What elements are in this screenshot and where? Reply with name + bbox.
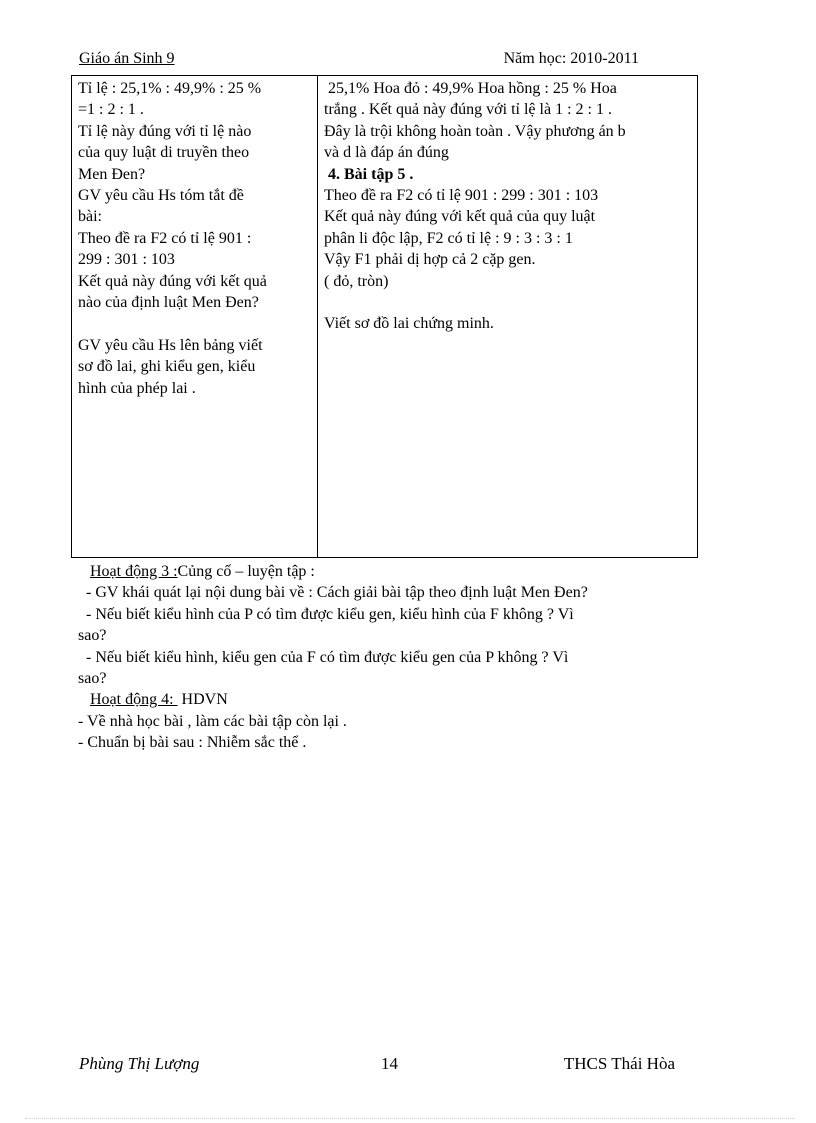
left-line: Kết quả này đúng với kết quả [78, 272, 267, 290]
activity3-heading [78, 561, 718, 582]
teacher-activity-cell [72, 76, 318, 558]
page-header [79, 50, 639, 70]
right-line [324, 292, 691, 313]
page-number: 14 [381, 1054, 398, 1073]
left-line: sơ đồ lai, ghi kiểu gen, kiểu [78, 358, 256, 376]
left-line: bài: [78, 208, 102, 226]
left-line: của quy luật di truyền theo [78, 144, 250, 162]
left-line: =1 : 2 : 1 . [78, 101, 144, 119]
activity3-line: - Nếu biết kiểu hình của P có tìm được kiểu gen, kiểu hình của F không ? Vì [78, 605, 574, 623]
activity4-subtitle: HDVN [177, 691, 228, 709]
activity4-line: - Chuẩn bị bài sau : Nhiễm sắc thể . [78, 734, 307, 752]
page-footer [79, 1054, 679, 1076]
exercise-title: 4. Bài tập 5 . [324, 165, 414, 183]
activity3-line: - GV khái quát lại nội dung bài về : Cách giải bài tập theo định luật Men Đen? [78, 584, 588, 602]
activity4-heading [78, 689, 718, 710]
right-line: 25,1% Hoa đỏ : 49,9% Hoa hồng : 25 % Hoa [324, 80, 617, 97]
footer-school: THCS Thái Hòa [563, 1054, 675, 1073]
left-line: hình của phép lai . [78, 379, 196, 397]
right-line: Viết sơ đồ lai chứng minh. [324, 315, 494, 333]
page-edge-divider [25, 1118, 795, 1119]
activity3-line: - Nếu biết kiểu hình, kiểu gen của F có tìm được kiểu gen của P không ? Vì [78, 648, 569, 666]
right-line: Kết quả này đúng với kết quả của quy luật [324, 208, 596, 226]
left-line [78, 313, 311, 334]
activity4-title: Hoạt động 4: [90, 691, 178, 709]
left-line: Theo đề ra F2 có tỉ lệ 901 : [78, 229, 252, 247]
right-line: Đây là trội không hoàn toàn . Vậy phương án b [324, 122, 626, 140]
lesson-table-row [72, 76, 698, 558]
left-line: GV yêu cầu Hs lên bảng viết [78, 336, 263, 354]
right-line: phân li độc lập, F2 có tỉ lệ : 9 : 3 : 3 : 1 [324, 229, 573, 247]
content-cell [318, 76, 698, 558]
footer-author: Phùng Thị Lượng [79, 1054, 200, 1073]
header-school-year: Năm học: 2010-2011 [503, 50, 639, 67]
lesson-table [71, 75, 698, 558]
activity3-subtitle: Củng cố – luyện tập : [177, 563, 315, 580]
left-line: Men Đen? [78, 165, 146, 183]
activity3-line: sao? [78, 627, 107, 645]
right-line: Theo đề ra F2 có tỉ lệ 901 : 299 : 301 : 103 [324, 187, 599, 205]
left-line: GV yêu cầu Hs tóm tắt đề [78, 187, 244, 205]
activity3-title: Hoạt động 3 : [90, 563, 178, 580]
right-line: và d là đáp án đúng [324, 144, 449, 162]
activity4-line: - Về nhà học bài , làm các bài tập còn lại . [78, 712, 347, 730]
right-line: ( đỏ, tròn) [324, 272, 389, 290]
left-line: nào của định luật Men Đen? [78, 294, 259, 312]
left-line: Tỉ lệ này đúng với tỉ lệ nào [78, 122, 252, 140]
right-line: trắng . Kết quả này đúng với tỉ lệ là 1 : 2 : 1 . [324, 101, 612, 119]
right-line: Vậy F1 phải dị hợp cả 2 cặp gen. [324, 251, 536, 269]
header-subject: Giáo án Sinh 9 [79, 50, 175, 67]
activities-section [78, 561, 718, 754]
left-line: Tỉ lệ : 25,1% : 49,9% : 25 % [78, 80, 262, 97]
left-line: 299 : 301 : 103 [78, 251, 175, 269]
activity3-line: sao? [78, 670, 107, 688]
